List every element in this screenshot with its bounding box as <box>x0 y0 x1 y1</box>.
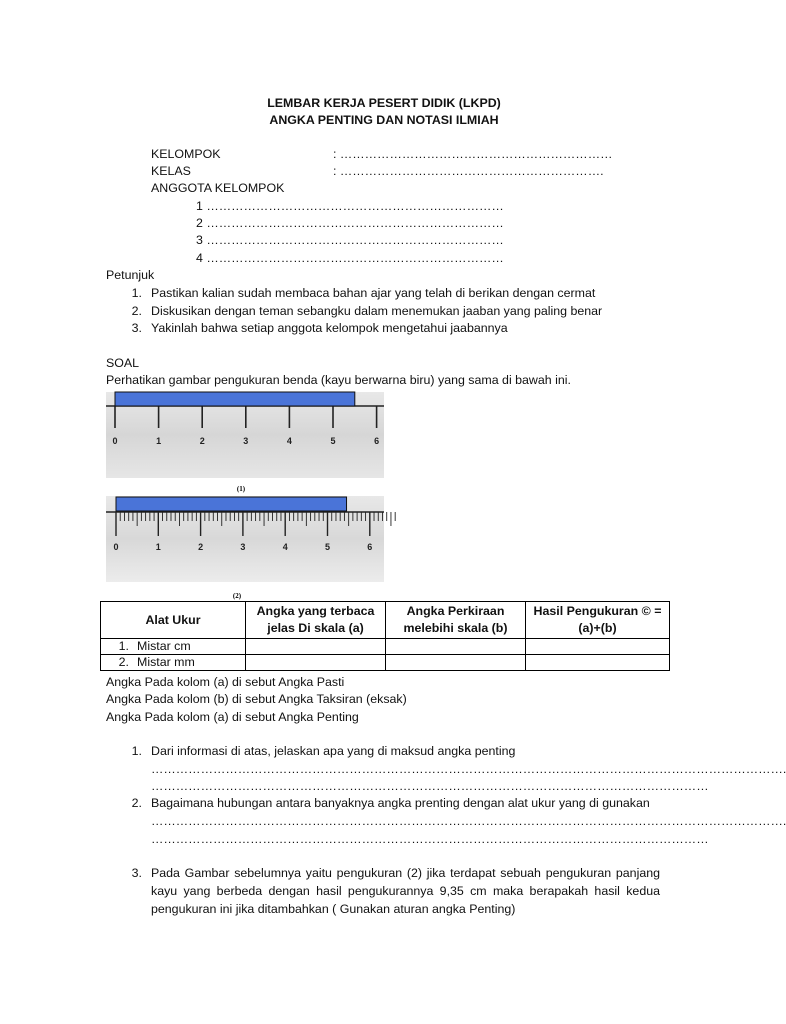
member-line-1[interactable] <box>196 199 504 213</box>
member-number: 2 <box>196 216 203 230</box>
row-tool: Mistar mm <box>137 655 195 669</box>
instruction-item-2: Diskusikan dengan teman sebangku dalam menemukan jaaban yang paling benar <box>151 304 603 318</box>
kelas-label: KELAS <box>151 164 191 178</box>
table-row <box>101 639 670 655</box>
tick-label: 5 <box>324 542 331 552</box>
answer-line[interactable]: ………………………………………………………………………………………………………………………………………. <box>151 762 786 776</box>
tick-label: 2 <box>199 436 205 446</box>
tick-label: 3 <box>243 436 249 446</box>
ruler-figure-cm <box>106 388 384 496</box>
member-number: 4 <box>196 251 203 265</box>
header-alat-ukur: Alat Ukur <box>101 602 246 639</box>
member-blank: ……………………………………………………………… <box>206 216 504 230</box>
question-number: 1. <box>131 744 142 758</box>
member-blank: ……………………………………………………………… <box>206 251 504 265</box>
question-number: 2. <box>131 796 142 810</box>
tick-label: 0 <box>113 542 119 552</box>
answer-line[interactable]: ………………………………………………………………………………………………………………………………………. <box>151 814 786 828</box>
note-angka-penting: Angka Pada kolom (a) di sebut Angka Penting <box>106 710 359 724</box>
member-line-3[interactable] <box>196 233 504 247</box>
instructions-heading: Petunjuk <box>106 268 155 282</box>
answer-line[interactable]: ……………………………………………………………………………………………………………………… <box>151 779 709 793</box>
question-1-text: Dari informasi di atas, jelaskan apa yang di maksud angka penting <box>151 744 516 758</box>
measurement-table <box>100 601 670 671</box>
instruction-item-1: Pastikan kalian sudah membaca bahan ajar yang telah di berikan dengan cermat <box>151 286 596 300</box>
instruction-number: 1. <box>131 286 142 300</box>
instruction-number: 3. <box>131 321 142 335</box>
tick-label: 0 <box>112 436 118 446</box>
tick-label: 1 <box>155 542 161 552</box>
cell-c[interactable] <box>526 639 670 655</box>
member-line-2[interactable] <box>196 216 504 230</box>
header-hasil-pengukuran: Hasil Pengukuran © = (a)+(b) <box>526 602 670 639</box>
measured-wood-bar <box>115 392 355 406</box>
member-blank: ……………………………………………………………… <box>206 199 504 213</box>
soal-heading: SOAL <box>106 356 140 370</box>
answer-line[interactable]: ……………………………………………………………………………………………………………………… <box>151 832 709 846</box>
measured-wood-bar <box>116 497 347 511</box>
tick-label: 3 <box>240 542 246 552</box>
row-label <box>101 639 246 655</box>
tick-label: 6 <box>367 542 373 552</box>
header-angka-perkiraan: Angka Perkiraan melebihi skala (b) <box>386 602 526 639</box>
row-number: 2. <box>118 655 129 669</box>
cell-b[interactable] <box>386 639 526 655</box>
worksheet-title: LEMBAR KERJA PESERT DIDIK (LKPD) <box>267 96 501 110</box>
member-number: 1 <box>196 199 203 213</box>
tick-label: 4 <box>286 436 292 446</box>
table-header-row <box>101 602 670 639</box>
instruction-number: 2. <box>131 304 142 318</box>
tick-label: 2 <box>198 542 204 552</box>
tick-label: 1 <box>156 436 162 446</box>
ruler-figure-mm <box>106 492 384 600</box>
row-label <box>101 655 246 671</box>
header-angka-terbaca: Angka yang terbaca jelas Di skala (a) <box>246 602 386 639</box>
member-blank: ……………………………………………………………… <box>206 233 504 247</box>
question-number: 3. <box>131 866 142 880</box>
cell-a[interactable] <box>246 655 386 671</box>
question-2-text: Bagaimana hubungan antara banyaknya angka prenting dengan alat ukur yang di gunakan <box>151 796 650 810</box>
note-angka-pasti: Angka Pada kolom (a) di sebut Angka Pasti <box>106 675 345 689</box>
tick-label: 5 <box>330 436 336 446</box>
row-tool: Mistar cm <box>137 639 191 653</box>
cell-c[interactable] <box>526 655 670 671</box>
figure-caption: (2) <box>232 592 242 600</box>
cell-a[interactable] <box>246 639 386 655</box>
question-3-text: Pada Gambar sebelumnya yaitu pengukuran (2) jika terdapat sebuah pengukuran panjang kayu yang berbeda dengan hasil pengukurannya 9,35 cm maka berapakah hasil kedua pengukuran ini jika ditambahkan ( Gunakan aturan angka Penting) <box>151 866 660 916</box>
anggota-label: ANGGOTA KELOMPOK <box>151 181 285 195</box>
table-row <box>101 655 670 671</box>
kelompok-label: KELOMPOK <box>151 147 221 161</box>
kelompok-field[interactable]: : ………………………………………………………… <box>333 147 613 161</box>
note-angka-taksiran: Angka Pada kolom (b) di sebut Angka Taksiran (eksak) <box>106 692 407 706</box>
member-number: 3 <box>196 233 203 247</box>
row-number: 1. <box>118 639 129 653</box>
worksheet-subtitle: ANGKA PENTING DAN NOTASI ILMIAH <box>269 113 499 127</box>
instruction-item-3: Yakinlah bahwa setiap anggota kelompok mengetahui jaabannya <box>151 321 508 335</box>
tick-label: 4 <box>282 542 288 552</box>
tick-label: 6 <box>374 436 380 446</box>
cell-b[interactable] <box>386 655 526 671</box>
kelas-field[interactable]: : ………………………………………………………. <box>333 164 604 178</box>
member-line-4[interactable] <box>196 251 504 265</box>
figure-caption: (1) <box>236 485 246 493</box>
soal-intro: Perhatikan gambar pengukuran benda (kayu berwarna biru) yang sama di bawah ini. <box>106 373 571 387</box>
